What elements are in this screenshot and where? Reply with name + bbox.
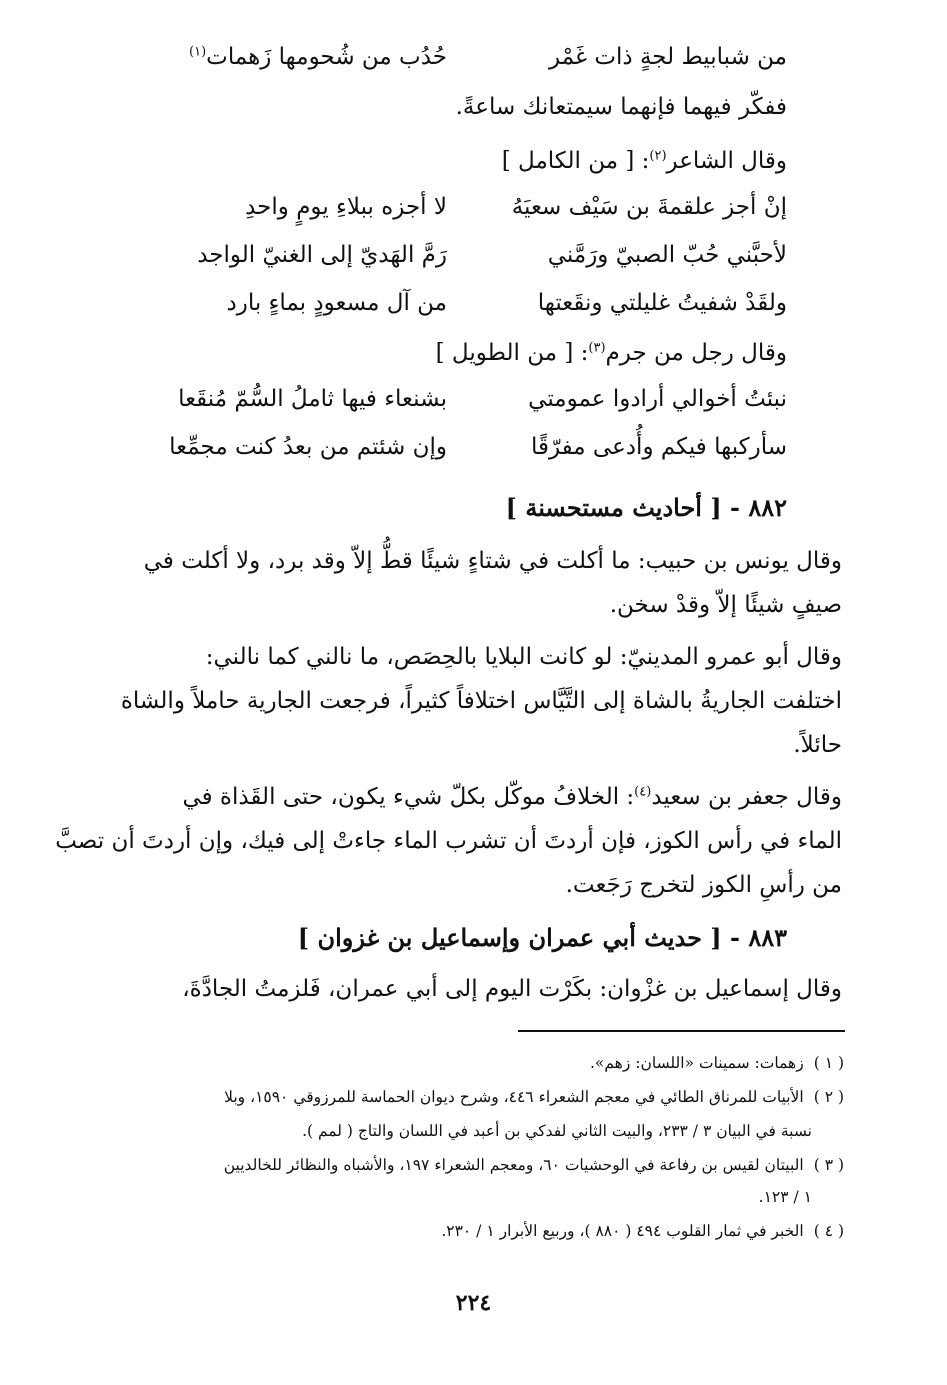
footnote-ref-4: (٤) xyxy=(634,784,652,800)
footnote-3-text-line1: البيتان لقيس بن رفاعة في الوحشيات ٦٠، ومعجم الشعراء ١٩٧، والأشباه والنظائر للخالديين xyxy=(223,1156,804,1174)
intro3-meter: : [ من الطويل ] xyxy=(435,340,589,366)
footnote-1 xyxy=(76,1054,844,1073)
footnote-2-line2: نسبة في البيان ٣ / ٢٣٣، والبيت الثاني لفدكي بن أعبد في اللسان والتاج ( لمم ). xyxy=(302,1122,812,1140)
footnote-1-number: ( ١ ) xyxy=(813,1054,844,1072)
footnote-2 xyxy=(76,1088,844,1107)
poem3-verse2-right: سأركبها فيكم وأُدعى مفرّقًا xyxy=(530,434,787,460)
poem2-verse2-right: لأحبَّني حُبّ الصبيّ ورَمَّني xyxy=(547,242,787,268)
intro2-text: وقال الشاعر xyxy=(666,148,787,174)
para3-line1: وقال أبو عمرو المدينيّ: لو كانت البلايا بالحِصَص، ما نالني كما نالني: xyxy=(205,644,842,670)
para4-line1-a: وقال جعفر بن سعيد xyxy=(651,784,842,810)
footnote-1-text: زهمات: سمينات «اللسان: زهم». xyxy=(589,1054,804,1072)
para4-line2: الماء في رأس الكوز، فإن أردتَ أن تشرب الماء جاءتْ إلى فيك، وإن أردتَ أن تصبَّ xyxy=(55,828,842,854)
poem2-verse3-left: من آل مسعودٍ بماءٍ بارد xyxy=(226,290,447,316)
para3-line2: اختلفت الجاريةُ بالشاة إلى التَّيَّاس اختلافاً كثيراً، فرجعت الجارية حاملاً والشاة xyxy=(120,688,842,714)
poem1-right-hemistich: من شبابيط لجةٍ ذات غَمْر xyxy=(549,44,787,70)
poem3-verse1-right: نبئتُ أخوالي أرادوا عمومتي xyxy=(528,386,787,412)
section-heading-882: ٨٨٢ - [ أحاديث مستحسنة ] xyxy=(505,493,787,522)
intro3-text: وقال رجل من جرم xyxy=(605,340,787,366)
footnote-ref-2: (٢) xyxy=(649,148,667,164)
intro3 xyxy=(436,340,787,368)
footnote-ref-3: (٣) xyxy=(588,340,606,356)
footnote-2-text-line1: الأبيات للمرناق الطائي في معجم الشعراء ٤٤٦، وشرح ديوان الحماسة للمرزوقي ١٥٩٠، وبلا xyxy=(224,1088,804,1106)
footnote-3-line2: ١ / ١٢٣. xyxy=(758,1188,812,1206)
poem2-verse1-right: إنْ أجز علقمةَ بن سَيْف سعيَهُ xyxy=(511,194,787,220)
footnote-3 xyxy=(76,1156,844,1175)
footnote-3-number: ( ٣ ) xyxy=(813,1156,844,1174)
poem1-left-hemistich xyxy=(189,44,447,72)
para4-line1 xyxy=(76,784,842,812)
poem2-verse2-left: رَمَّ الهَديّ إلى الغنيّ الواجد xyxy=(197,242,447,268)
para5-line1: وقال إسماعيل بن غزْوان: بكَرْت اليوم إلى أبي عمران، فَلزمتُ الجادَّةَ، xyxy=(182,976,842,1002)
para3-line3: حائلاً. xyxy=(793,732,842,758)
poem3-verse1-left: بشنعاء فيها ثاملُ السُّمّ مُنقَعا xyxy=(178,386,447,412)
footnote-4 xyxy=(76,1222,844,1241)
para1: ففكّر فيهما فإنهما سيمتعانك ساعةً. xyxy=(455,94,787,120)
poem2-verse1-left: لا أجزه ببلاءِ يومٍ واحدِ xyxy=(245,194,447,220)
footnote-4-text: الخبر في ثمار القلوب ٤٩٤ ( ٨٨٠ )، وربيع الأبرار ١ / ٢٣٠. xyxy=(441,1222,804,1240)
footnote-2-number: ( ٢ ) xyxy=(813,1088,844,1106)
footnote-4-number: ( ٤ ) xyxy=(813,1222,844,1240)
intro2 xyxy=(502,148,787,176)
poem2-verse3-right: ولقَدْ شفيتُ غليلتي ونقَعتها xyxy=(537,290,787,316)
page-number: ٢٢٤ xyxy=(455,1290,492,1316)
footnote-separator xyxy=(518,1030,845,1032)
para2-line2: صيفٍ شيئًا إلاّ وقدْ سخن. xyxy=(609,592,842,618)
para4-line3: من رأسِ الكوز لتخرج رَجَعت. xyxy=(565,872,842,898)
footnote-ref-1: (١) xyxy=(189,44,207,60)
poem3-verse2-left: وإن شئتم من بعدُ كنت مجمِّعا xyxy=(169,434,447,460)
intro2-meter: : [ من الكامل ] xyxy=(501,148,650,174)
para4-line1-b: : الخلافُ موكّل بكلّ شيء يكون، حتى القَذاة في xyxy=(182,784,635,810)
para2-line1: وقال يونس بن حبيب: ما أكلت في شتاءٍ شيئًا قطُّ إلاّ وقد برد، ولا أكلت في xyxy=(143,548,842,574)
poem1-left-text: حُدُب من شُحومها زَهمات xyxy=(206,44,447,70)
section-heading-883: ٨٨٣ - [ حديث أبي عمران وإسماعيل بن غزوان ] xyxy=(297,923,787,952)
